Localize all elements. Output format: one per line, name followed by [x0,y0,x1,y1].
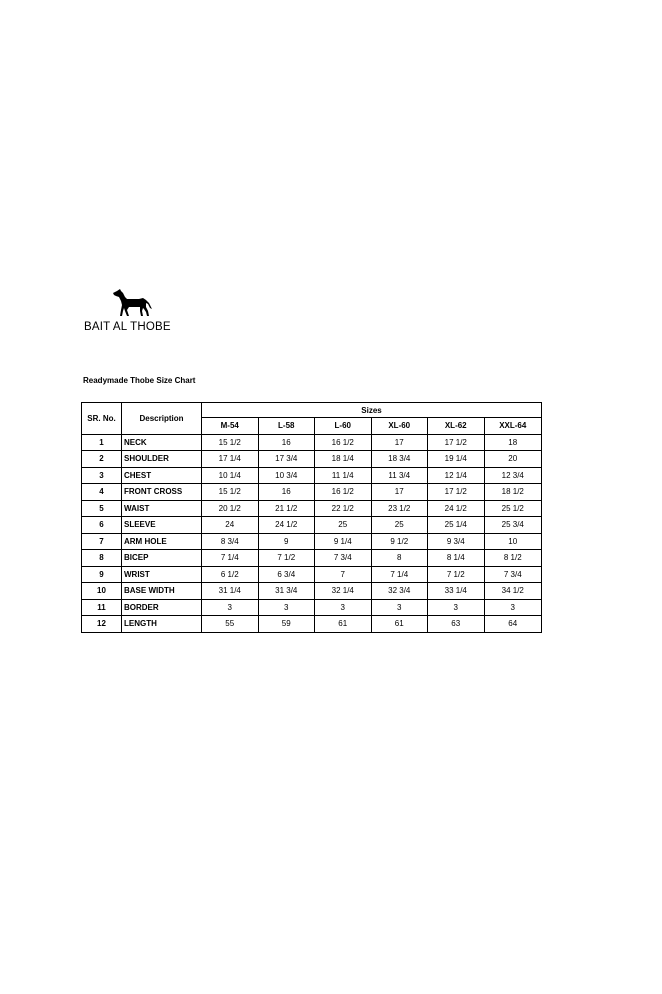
size-value-cell: 3 [371,599,428,616]
size-value-cell: 15 1/2 [202,434,259,451]
size-header-l-58: L-58 [258,418,315,435]
row-description: LENGTH [122,616,202,633]
size-value-cell: 12 3/4 [484,467,542,484]
size-value-cell: 18 1/4 [315,451,372,468]
size-value-cell: 7 1/2 [428,566,485,583]
size-value-cell: 15 1/2 [202,484,259,501]
row-number: 3 [82,467,122,484]
table-row [82,533,542,550]
size-value-cell: 24 [202,517,259,534]
table-row [82,467,542,484]
size-value-cell: 3 [202,599,259,616]
size-value-cell: 31 3/4 [258,583,315,600]
row-number: 1 [82,434,122,451]
table-row [82,616,542,633]
size-value-cell: 17 1/2 [428,434,485,451]
row-description: BORDER [122,599,202,616]
row-number: 10 [82,583,122,600]
size-value-cell: 3 [428,599,485,616]
row-number: 12 [82,616,122,633]
size-value-cell: 18 [484,434,542,451]
size-value-cell: 17 1/4 [202,451,259,468]
horse-icon [109,288,153,318]
column-header-description: Description [122,403,202,435]
size-value-cell: 18 1/2 [484,484,542,501]
size-value-cell: 11 1/4 [315,467,372,484]
size-value-cell: 16 [258,484,315,501]
size-header-l-60: L-60 [315,418,372,435]
size-value-cell: 3 [484,599,542,616]
size-value-cell: 63 [428,616,485,633]
size-value-cell: 33 1/4 [428,583,485,600]
table-row [82,517,542,534]
size-value-cell: 17 [371,484,428,501]
size-value-cell: 7 3/4 [315,550,372,567]
size-value-cell: 32 3/4 [371,583,428,600]
size-value-cell: 10 1/4 [202,467,259,484]
size-value-cell: 25 [315,517,372,534]
table-row [82,500,542,517]
size-value-cell: 25 1/2 [484,500,542,517]
row-number: 11 [82,599,122,616]
size-value-cell: 9 1/4 [315,533,372,550]
row-description: ARM HOLE [122,533,202,550]
size-value-cell: 61 [371,616,428,633]
size-table-body [82,434,542,632]
size-value-cell: 16 1/2 [315,484,372,501]
size-value-cell: 8 1/2 [484,550,542,567]
table-row [82,484,542,501]
row-description: NECK [122,434,202,451]
column-group-sizes: Sizes [202,403,542,418]
size-value-cell: 20 [484,451,542,468]
size-value-cell: 16 [258,434,315,451]
row-number: 2 [82,451,122,468]
column-header-sr: SR. No. [82,403,122,435]
size-value-cell: 3 [258,599,315,616]
size-value-cell: 18 3/4 [371,451,428,468]
size-value-cell: 8 [371,550,428,567]
size-value-cell: 31 1/4 [202,583,259,600]
table-row [82,434,542,451]
row-description: CHEST [122,467,202,484]
size-value-cell: 10 3/4 [258,467,315,484]
row-number: 6 [82,517,122,534]
size-value-cell: 8 3/4 [202,533,259,550]
size-value-cell: 12 1/4 [428,467,485,484]
row-description: WAIST [122,500,202,517]
size-value-cell: 8 1/4 [428,550,485,567]
row-description: SHOULDER [122,451,202,468]
size-value-cell: 11 3/4 [371,467,428,484]
size-value-cell: 20 1/2 [202,500,259,517]
size-value-cell: 55 [202,616,259,633]
row-description: BICEP [122,550,202,567]
row-description: BASE WIDTH [122,583,202,600]
size-value-cell: 17 1/2 [428,484,485,501]
size-header-m-54: M-54 [202,418,259,435]
size-value-cell: 34 1/2 [484,583,542,600]
row-description: SLEEVE [122,517,202,534]
size-header-xl-60: XL-60 [371,418,428,435]
size-value-cell: 32 1/4 [315,583,372,600]
size-value-cell: 21 1/2 [258,500,315,517]
table-row [82,550,542,567]
size-value-cell: 22 1/2 [315,500,372,517]
row-number: 4 [82,484,122,501]
size-value-cell: 24 1/2 [428,500,485,517]
table-row [82,599,542,616]
size-header-xl-62: XL-62 [428,418,485,435]
size-value-cell: 6 3/4 [258,566,315,583]
size-value-cell: 7 1/4 [202,550,259,567]
size-value-cell: 61 [315,616,372,633]
size-value-cell: 7 3/4 [484,566,542,583]
table-row [82,583,542,600]
brand-name: BAIT AL THOBE [84,321,171,333]
size-value-cell: 23 1/2 [371,500,428,517]
size-value-cell: 7 [315,566,372,583]
size-value-cell: 9 3/4 [428,533,485,550]
size-value-cell: 25 3/4 [484,517,542,534]
table-row [82,451,542,468]
row-number: 7 [82,533,122,550]
size-value-cell: 19 1/4 [428,451,485,468]
size-chart-title: Readymade Thobe Size Chart [83,376,196,385]
size-value-cell: 3 [315,599,372,616]
size-value-cell: 24 1/2 [258,517,315,534]
size-value-cell: 64 [484,616,542,633]
size-value-cell: 6 1/2 [202,566,259,583]
row-description: WRIST [122,566,202,583]
size-chart-table [81,402,542,633]
size-value-cell: 25 1/4 [428,517,485,534]
row-number: 5 [82,500,122,517]
row-description: FRONT CROSS [122,484,202,501]
row-number: 8 [82,550,122,567]
size-header-xxl-64: XXL-64 [484,418,542,435]
size-value-cell: 7 1/2 [258,550,315,567]
size-value-cell: 25 [371,517,428,534]
size-value-cell: 59 [258,616,315,633]
size-value-cell: 17 [371,434,428,451]
size-value-cell: 10 [484,533,542,550]
size-value-cell: 17 3/4 [258,451,315,468]
size-value-cell: 16 1/2 [315,434,372,451]
table-row [82,566,542,583]
size-value-cell: 9 1/2 [371,533,428,550]
size-value-cell: 9 [258,533,315,550]
size-value-cell: 7 1/4 [371,566,428,583]
row-number: 9 [82,566,122,583]
